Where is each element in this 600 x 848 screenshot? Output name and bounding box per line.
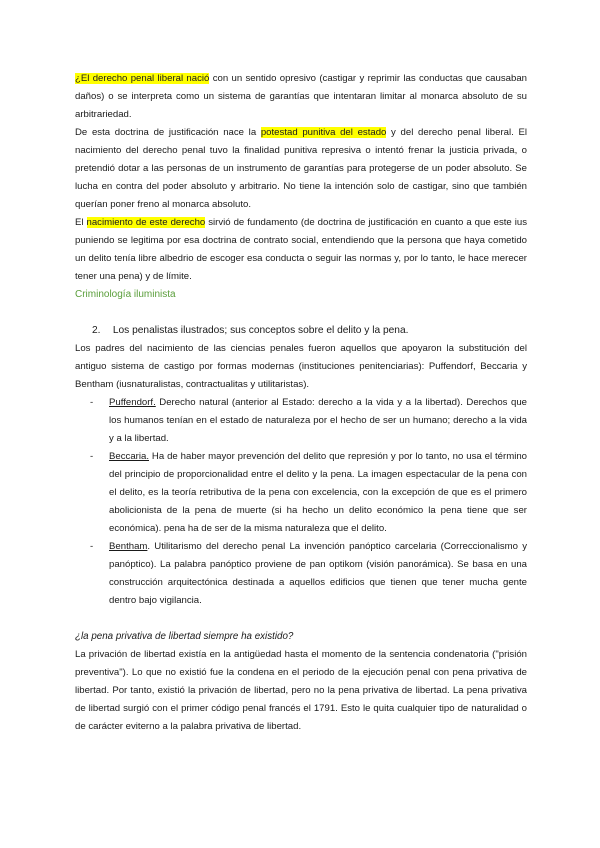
intro-paragraph-3 — [75, 214, 527, 286]
highlight-nacimiento-derecho: nacimiento de este derecho — [86, 217, 206, 228]
intro-paragraph-1 — [75, 70, 527, 124]
author-text-puffendorf: Derecho natural (anterior al Estado: derecho a la vida y a la libertad). Derechos que los humanos tenían en el estado de naturaleza por el hecho de ser un humano; derecho a la vida y a la libertad. — [109, 397, 527, 444]
question-title: ¿la pena privativa de libertad siempre ha existido? — [75, 631, 294, 642]
intro-p2-after: y del derecho penal liberal. El nacimiento del derecho penal tuvo la finalidad punitiva represiva o intentó frenar la justicia privada, o pretendió dotar a las personas de un instrumento de garantías para protegerse de un poder absoluto. Se lucha en contra del poder absoluto y arbitrario. No tiene la intención solo de castigar, sino que también querían poner freno al monarca absoluto. — [75, 127, 528, 210]
section-2-title: Los penalistas ilustrados; sus conceptos sobre el delito y la pena. — [112, 325, 409, 336]
author-name-bentham: Bentham — [109, 541, 148, 552]
list-item-beccaria — [75, 448, 527, 538]
question-text: La privación de libertad existía en la antigüedad hasta el momento de la sentencia condenatoria ("prisión preventiva"). Lo que no existió fue la condena en el periodo de la ejecución penal con pena privativa de libertad. Por tanto, existió la privación de libertad, pero no la pena privativa de libertad. La pena privativa de libertad surgió con el primer código penal francés el 1791. Esto le quita cualquier tipo de naturalidad o de carácter eviterno a la palabra privativa de libertad. — [75, 649, 527, 732]
list-dash: - — [90, 451, 94, 462]
intro-p1-text: con un sentido opresivo (castigar y reprimir las conductas que causaban daños) o se interpreta como un sistema de garantías que intentaran limitar al monarca absoluto de su arbitrariedad. — [75, 73, 527, 120]
author-text-bentham: . Utilitarismo del derecho penal La invención panóptico carcelaria (Correccionalismo y panóptico). La palabra panóptico proviene de pan optikom (visión panorámica). Se basa en una construcción arquitectónica destinada a aquellos edificios que tienen que tener mucha gente dentro bajo vigilancia. — [109, 541, 527, 606]
highlight-potestad-punitiva: potestad punitiva del estado — [260, 127, 387, 138]
list-item-bentham — [75, 538, 527, 610]
author-name-beccaria: Beccaria. — [109, 451, 149, 462]
section-2-intro: Los padres del nacimiento de las ciencias penales fueron aquellos que apoyaron la substitución del antiguo sistema de castigo por formas modernas (instituciones penitenciarias): Puffendorf, Beccaria y Bentham (iusnaturalistas, contractualitas y utilitaristas). — [75, 343, 527, 390]
list-dash: - — [90, 541, 94, 552]
section-2-heading — [75, 322, 527, 340]
author-name-puffendorf: Puffendorf. — [109, 397, 156, 408]
authors-list — [75, 394, 527, 610]
list-item-puffendorf — [75, 394, 527, 448]
intro-paragraph-2 — [75, 124, 527, 214]
section-2-number: 2. — [92, 325, 101, 336]
criminologia-label: Criminología iluminista — [75, 289, 176, 300]
list-dash: - — [90, 397, 94, 408]
highlight-derecho-penal-liberal: ¿El derecho penal liberal nació — [75, 73, 210, 84]
intro-p2-before: De esta doctrina de justificación nace la — [75, 127, 261, 138]
intro-p3-after: sirvió de fundamento (de doctrina de justificación en cuanto a que este ius puniendo se legitima por esa doctrina de contrato social, entendiendo que la persona que haya cometido un delito tenía libre albedrio de escoger esa conducta o seguir las normas y, por lo tanto, le hace merecer tener una pena) y de límite. — [75, 217, 527, 282]
author-text-beccaria: Ha de haber mayor prevención del delito que represión y por lo tanto, no usa el término del principio de proporcionalidad entre el delito y la pena. La imagen espectacular de la pena con el delito, es la teoría retributiva de la pena con excelencia, con la excepción de que es el primero abolicionista de la pena de muerte (si ha hecho un delito económico la pena tiene que ser económica). pena ha de ser de la misma naturaleza que el delito. — [109, 451, 527, 534]
intro-p3-before: El — [75, 217, 87, 228]
